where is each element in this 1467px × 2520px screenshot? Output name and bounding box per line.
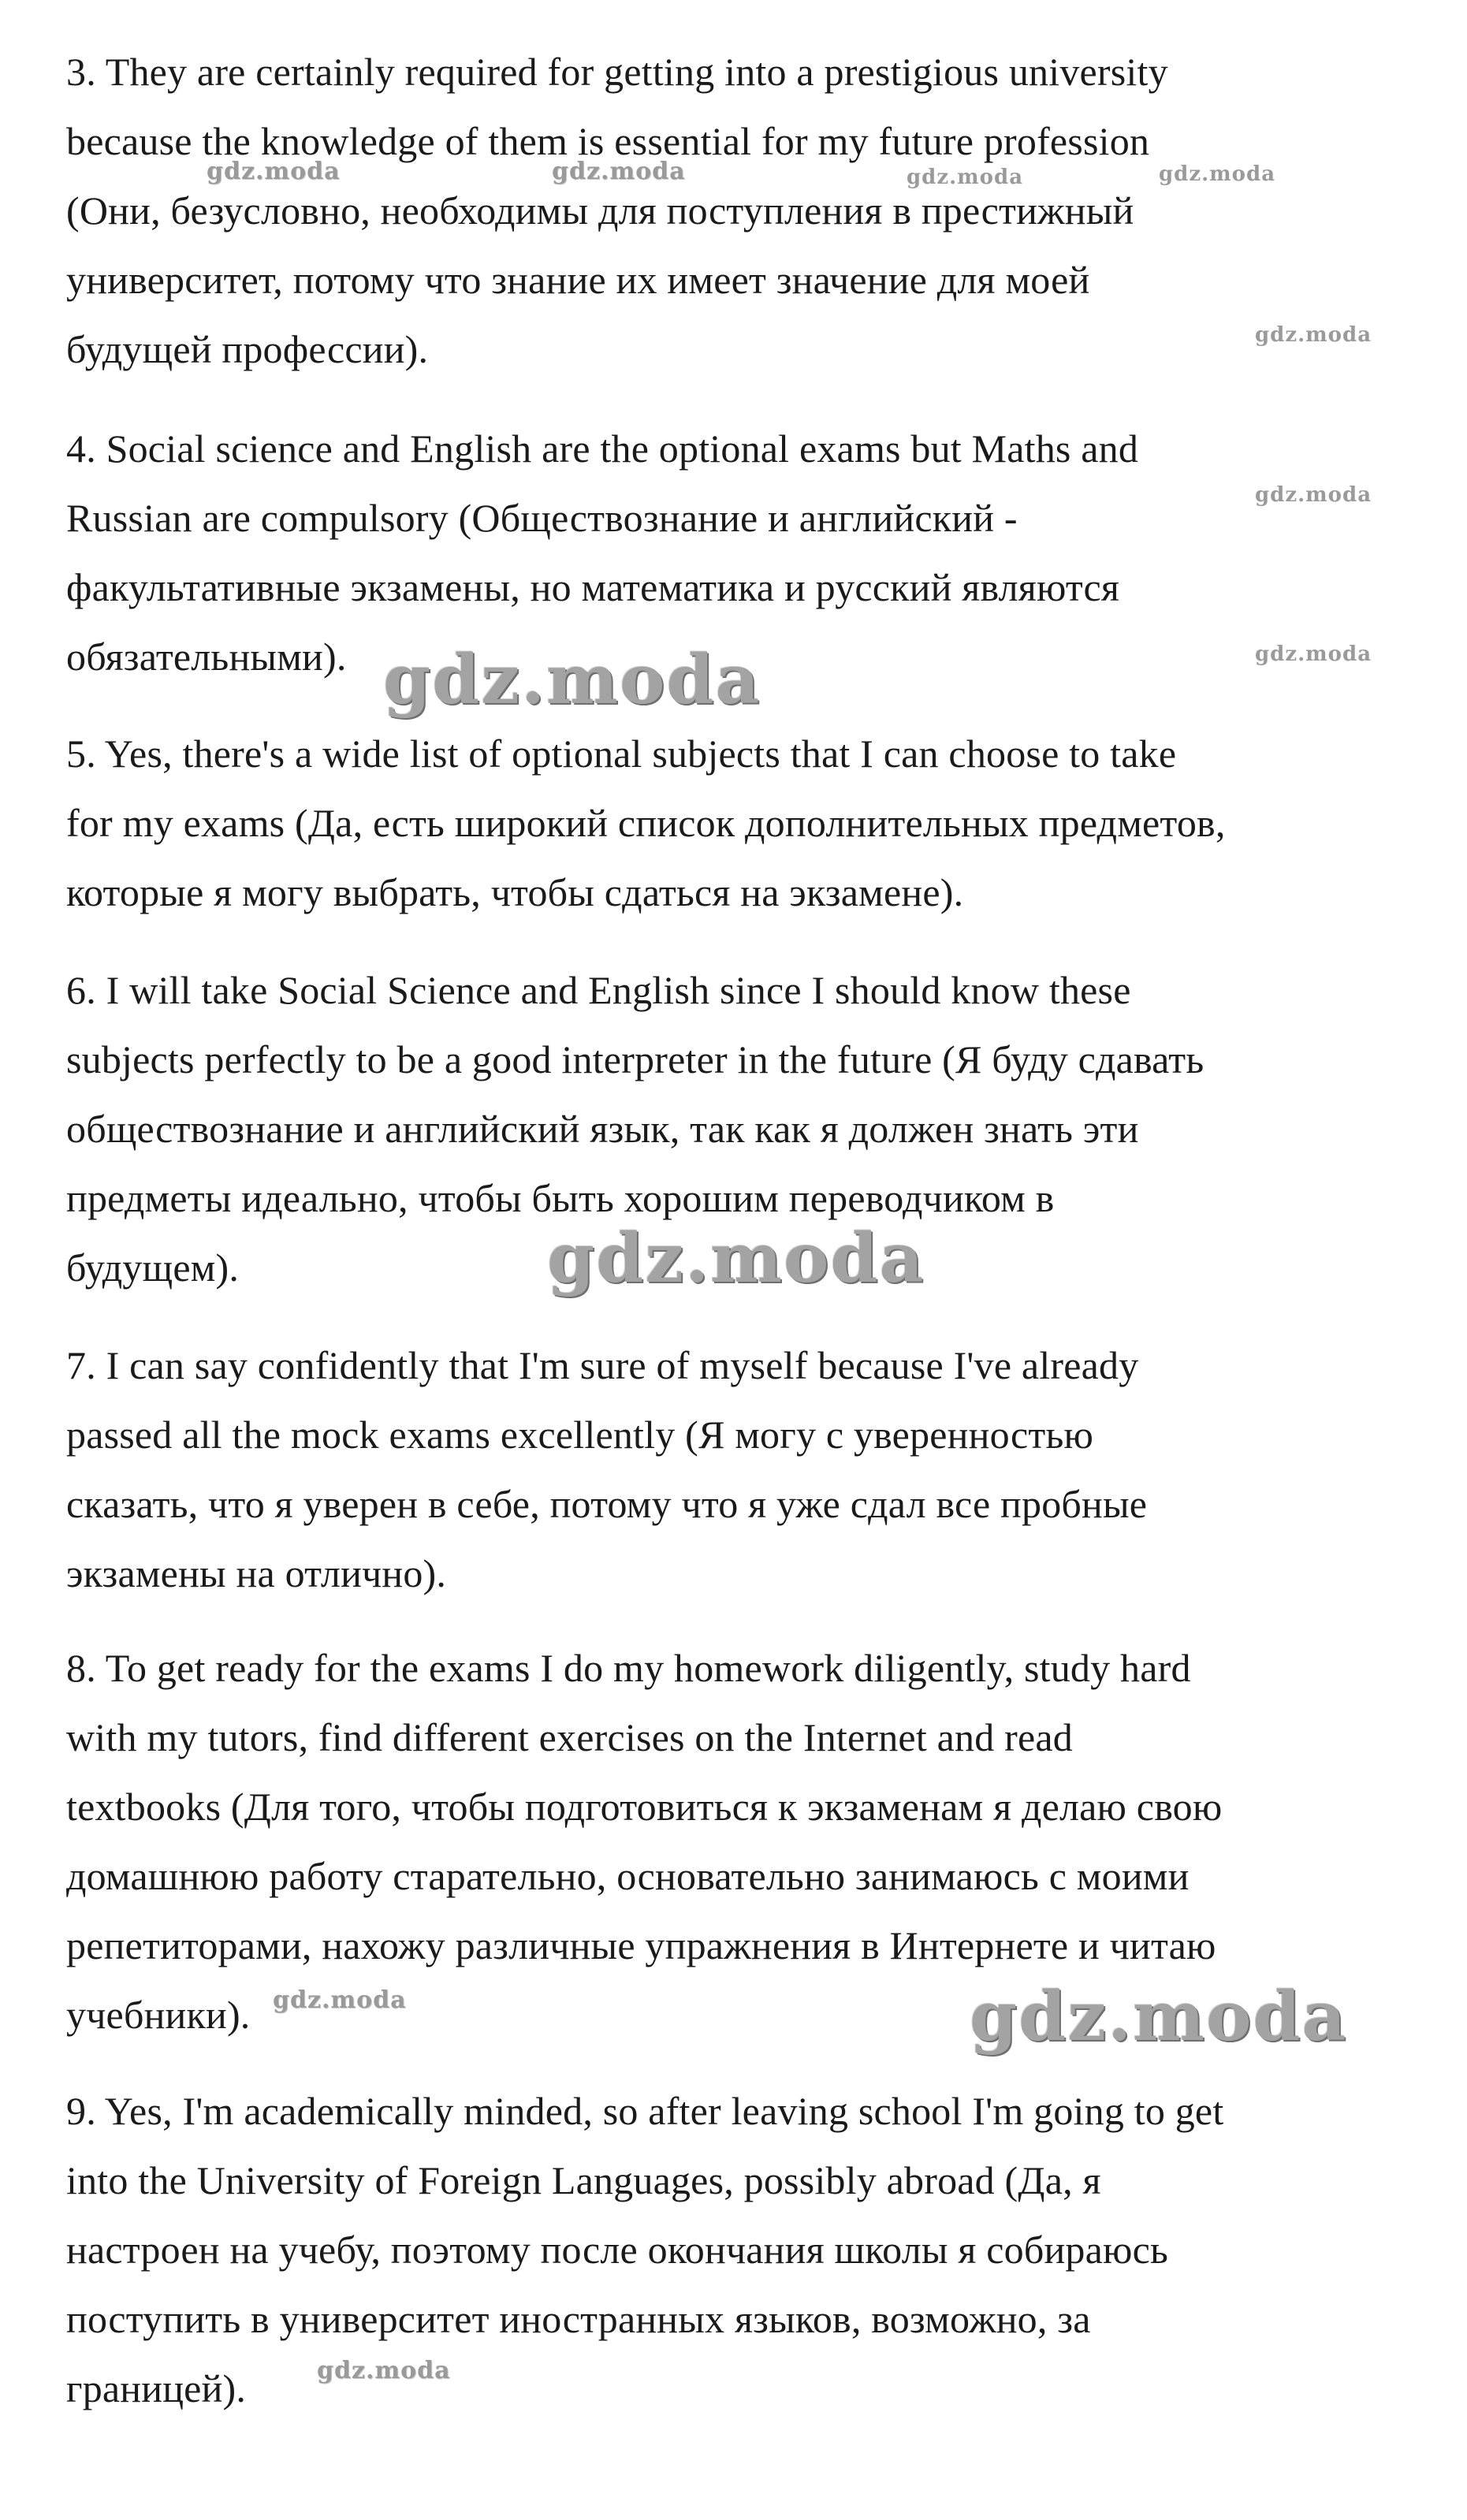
answer-4 (66, 414, 1406, 691)
watermark-small: gdz.moda (273, 1986, 407, 2014)
answer-line: границей). (66, 2366, 247, 2410)
watermark-small: gdz.moda (1159, 162, 1276, 186)
answer-line: 9. Yes, I'm academically minded, so after leaving school I'm going to get (66, 2089, 1224, 2133)
answer-line: for my exams (Да, есть широкий список дополнительных предметов, (66, 801, 1226, 845)
answer-7 (66, 1331, 1406, 1608)
answer-line: 3. They are certainly required for getting into a prestigious university (66, 50, 1168, 94)
answer-line: subjects perfectly to be a good interpreter in the future (Я буду сдавать (66, 1037, 1205, 1081)
watermark-small: gdz.moda (1255, 323, 1372, 347)
answer-line: сказать, что я уверен в себе, потому что я уже сдал все пробные (66, 1482, 1148, 1526)
answer-line: настроен на учебу, поэтому после окончания школы я собираюсь (66, 2228, 1168, 2272)
answer-line: домашнюю работу старательно, основательно занимаюсь с моими (66, 1854, 1190, 1898)
answer-line: 5. Yes, there's a wide list of optional subjects that I can choose to take (66, 731, 1177, 776)
answer-line: textbooks (Для того, чтобы подготовиться к экзаменам я делаю свою (66, 1785, 1223, 1829)
answer-line: 7. I can say confidently that I'm sure of myself because I've already (66, 1343, 1139, 1387)
answer-6 (66, 955, 1406, 1302)
answer-line: будущей профессии). (66, 327, 429, 371)
watermark-large: gdz.moda (970, 1977, 1348, 2057)
answer-line: репетиторами, нахожу различные упражнения в Интернете и читаю (66, 1923, 1216, 1967)
answer-line: учебники). (66, 1993, 251, 2037)
answer-line: Russian are compulsory (Обществознание и английский - (66, 496, 1018, 540)
answer-line: with my tutors, find different exercises on the Internet and read (66, 1715, 1073, 1759)
answer-line: будущем). (66, 1245, 240, 1290)
watermark-small: gdz.moda (1255, 483, 1372, 507)
answer-line: предметы идеально, чтобы быть хорошим переводчиком в (66, 1176, 1055, 1220)
answer-line: 8. To get ready for the exams I do my homework diligently, study hard (66, 1646, 1191, 1690)
watermark-large: gdz.moda (383, 640, 761, 720)
watermark-small: gdz.moda (907, 166, 1024, 189)
answer-line: которые я могу выбрать, чтобы сдаться на экзамене). (66, 870, 964, 914)
answer-3 (66, 37, 1406, 384)
answer-line: обществознание и английский язык, так как я должен знать эти (66, 1107, 1139, 1151)
answer-line: because the knowledge of them is essential for my future profession (66, 119, 1150, 163)
answer-line: поступить в университет иностранных языков, возможно, за (66, 2297, 1091, 2341)
watermark-small: gdz.moda (317, 2357, 451, 2384)
answer-line: (Они, безусловно, необходимы для поступления в престижный (66, 188, 1134, 233)
answer-line: университет, потому что знание их имеет значение для моей (66, 258, 1090, 302)
answer-9 (66, 2076, 1406, 2423)
answer-5 (66, 719, 1406, 927)
answer-line: обязательными). (66, 635, 347, 679)
answer-line: факультативные экзамены, но математика и русский являются (66, 565, 1120, 609)
watermark-large: gdz.moda (547, 1219, 925, 1298)
answer-line: экзамены на отлично). (66, 1551, 447, 1595)
answer-line: passed all the mock exams excellently (Я могу с уверенностью (66, 1413, 1094, 1457)
answer-line: into the University of Foreign Languages, possibly abroad (Да, я (66, 2158, 1101, 2202)
watermark-small: gdz.moda (207, 158, 341, 185)
answer-8 (66, 1633, 1406, 2049)
watermark-small: gdz.moda (1255, 642, 1372, 666)
answer-line: 6. I will take Social Science and English since I should know these (66, 968, 1131, 1012)
watermark-small: gdz.moda (552, 158, 686, 185)
answer-line: 4. Social science and English are the optional exams but Maths and (66, 426, 1139, 471)
